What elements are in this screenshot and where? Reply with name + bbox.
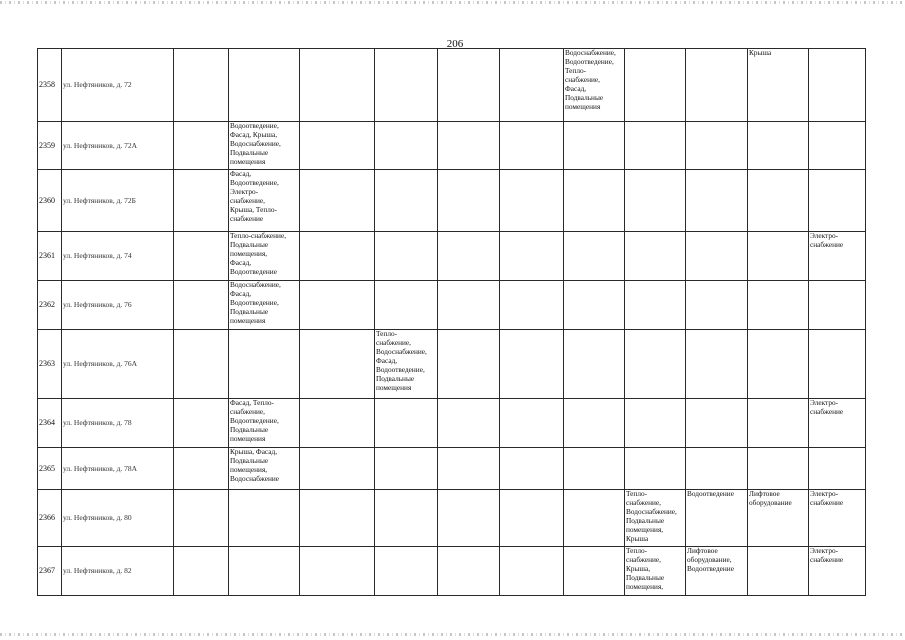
work-type-cell (500, 547, 564, 596)
work-type-cell: Водоотведение (686, 490, 748, 547)
work-type-cell (300, 547, 375, 596)
work-type-cell (686, 232, 748, 281)
work-type-cell (625, 399, 686, 448)
scan-top-edge (0, 1, 905, 4)
work-type-cell (564, 330, 625, 399)
work-type-cell (500, 49, 564, 122)
work-type-cell (229, 490, 300, 547)
work-type-cell (625, 122, 686, 170)
work-type-cell: Лифтовое оборудование (748, 490, 809, 547)
work-type-cell (438, 399, 500, 448)
row-number: 2361 (38, 232, 62, 281)
work-type-cell: Электро- снабжение (809, 399, 866, 448)
work-type-cell (564, 448, 625, 490)
work-type-cell (300, 122, 375, 170)
work-type-cell (300, 170, 375, 232)
work-type-cell: Фасад, Водоотведение, Электро- снабжение, Крыша, Тепло- снабжение (229, 170, 300, 232)
address-cell: ул. Нефтяников, д. 72А (62, 122, 174, 170)
work-type-cell (438, 122, 500, 170)
work-type-cell (174, 330, 229, 399)
row-number: 2360 (38, 170, 62, 232)
address-cell: ул. Нефтяников, д. 76 (62, 281, 174, 330)
work-type-cell (809, 330, 866, 399)
work-type-cell (438, 490, 500, 547)
table-row (38, 448, 866, 490)
row-number: 2364 (38, 399, 62, 448)
work-type-cell (375, 490, 438, 547)
work-type-cell (300, 330, 375, 399)
address-cell: ул. Нефтяников, д. 80 (62, 490, 174, 547)
work-type-cell (438, 547, 500, 596)
work-type-cell (174, 399, 229, 448)
work-type-cell (686, 448, 748, 490)
scan-bottom-edge (0, 633, 905, 636)
table-row (38, 232, 866, 281)
work-type-cell (748, 281, 809, 330)
table-row (38, 122, 866, 170)
row-number: 2363 (38, 330, 62, 399)
work-type-cell (564, 547, 625, 596)
work-type-cell (300, 232, 375, 281)
work-type-cell: Крыша (748, 49, 809, 122)
work-type-cell (625, 49, 686, 122)
work-type-cell: Фасад, Тепло- снабжение, Водоотведение, Подвальные помещения (229, 399, 300, 448)
work-type-cell (748, 399, 809, 448)
work-type-cell (686, 330, 748, 399)
work-type-cell (748, 547, 809, 596)
address-cell: ул. Нефтяников, д. 78 (62, 399, 174, 448)
table-row (38, 170, 866, 232)
work-type-cell (625, 330, 686, 399)
work-type-cell (500, 122, 564, 170)
work-type-cell (300, 49, 375, 122)
work-type-cell (625, 170, 686, 232)
work-type-cell: Электро- снабжение (809, 490, 866, 547)
work-type-cell (375, 49, 438, 122)
row-number: 2362 (38, 281, 62, 330)
work-type-cell (809, 281, 866, 330)
work-type-cell (300, 490, 375, 547)
address-cell: ул. Нефтяников, д. 72Б (62, 170, 174, 232)
work-type-cell (625, 281, 686, 330)
work-type-cell: Тепло-снабжение, Подвальные помещения, Фасад, Водоотведение (229, 232, 300, 281)
row-number: 2359 (38, 122, 62, 170)
work-type-cell (174, 547, 229, 596)
work-type-cell (438, 330, 500, 399)
work-type-cell (809, 122, 866, 170)
work-type-cell: Тепло- снабжение, Водоснабжение, Фасад, Водоотведение, Подвальные помещения (375, 330, 438, 399)
work-type-cell (229, 49, 300, 122)
table-row (38, 547, 866, 596)
registry-body (38, 49, 866, 596)
row-number: 2358 (38, 49, 62, 122)
work-type-cell: Тепло- снабжение, Крыша, Подвальные помещения, (625, 547, 686, 596)
work-type-cell (748, 122, 809, 170)
work-type-cell (500, 330, 564, 399)
table-row (38, 330, 866, 399)
work-type-cell (438, 49, 500, 122)
work-type-cell: Тепло- снабжение, Водоснабжение, Подвальные помещения, Крыша (625, 490, 686, 547)
work-type-cell (438, 170, 500, 232)
address-cell: ул. Нефтяников, д. 76А (62, 330, 174, 399)
work-type-cell (500, 448, 564, 490)
work-type-cell: Электро- снабжение (809, 232, 866, 281)
work-type-cell (686, 399, 748, 448)
work-type-cell (375, 547, 438, 596)
work-type-cell (174, 490, 229, 547)
work-type-cell (229, 547, 300, 596)
address-cell: ул. Нефтяников, д. 78А (62, 448, 174, 490)
registry-table (37, 48, 866, 596)
work-type-cell (748, 170, 809, 232)
work-type-cell: Лифтовое оборудование, Водоотведение (686, 547, 748, 596)
work-type-cell (686, 49, 748, 122)
work-type-cell (375, 281, 438, 330)
work-type-cell (564, 281, 625, 330)
address-cell: ул. Нефтяников, д. 82 (62, 547, 174, 596)
work-type-cell (438, 232, 500, 281)
work-type-cell (375, 399, 438, 448)
work-type-cell (500, 232, 564, 281)
work-type-cell (174, 232, 229, 281)
work-type-cell (748, 330, 809, 399)
work-type-cell (809, 170, 866, 232)
work-type-cell (229, 330, 300, 399)
page-number: 206 (446, 38, 464, 50)
work-type-cell (500, 170, 564, 232)
work-type-cell (174, 170, 229, 232)
work-type-cell: Водоснабжение, Водоотведение, Тепло- снабжение, Фасад, Подвальные помещения (564, 49, 625, 122)
work-type-cell (174, 122, 229, 170)
work-type-cell (500, 281, 564, 330)
work-type-cell (174, 281, 229, 330)
table-row (38, 281, 866, 330)
address-cell: ул. Нефтяников, д. 72 (62, 49, 174, 122)
work-type-cell (564, 122, 625, 170)
work-type-cell (564, 232, 625, 281)
work-type-cell (300, 281, 375, 330)
work-type-cell (564, 490, 625, 547)
work-type-cell: Водоотведение, Фасад, Крыша, Водоснабжение, Подвальные помещения (229, 122, 300, 170)
work-type-cell (300, 448, 375, 490)
work-type-cell (748, 232, 809, 281)
table-row (38, 399, 866, 448)
work-type-cell (625, 232, 686, 281)
work-type-cell (174, 49, 229, 122)
work-type-cell: Крыша, Фасад, Подвальные помещения, Водоснабжение (229, 448, 300, 490)
work-type-cell (375, 232, 438, 281)
work-type-cell (174, 448, 229, 490)
work-type-cell (625, 448, 686, 490)
work-type-cell (375, 170, 438, 232)
work-type-cell (686, 281, 748, 330)
address-cell: ул. Нефтяников, д. 74 (62, 232, 174, 281)
work-type-cell (564, 170, 625, 232)
work-type-cell (809, 448, 866, 490)
row-number: 2365 (38, 448, 62, 490)
work-type-cell (300, 399, 375, 448)
work-type-cell (438, 448, 500, 490)
work-type-cell (686, 170, 748, 232)
work-type-cell (748, 448, 809, 490)
work-type-cell (375, 448, 438, 490)
table-row (38, 49, 866, 122)
work-type-cell: Электро- снабжение (809, 547, 866, 596)
row-number: 2366 (38, 490, 62, 547)
work-type-cell (438, 281, 500, 330)
row-number: 2367 (38, 547, 62, 596)
work-type-cell (500, 490, 564, 547)
work-type-cell (500, 399, 564, 448)
work-type-cell (686, 122, 748, 170)
table-row (38, 490, 866, 547)
work-type-cell (375, 122, 438, 170)
work-type-cell (564, 399, 625, 448)
work-type-cell: Водоснабжение, Фасад, Водоотведение, Подвальные помещения (229, 281, 300, 330)
work-type-cell (809, 49, 866, 122)
